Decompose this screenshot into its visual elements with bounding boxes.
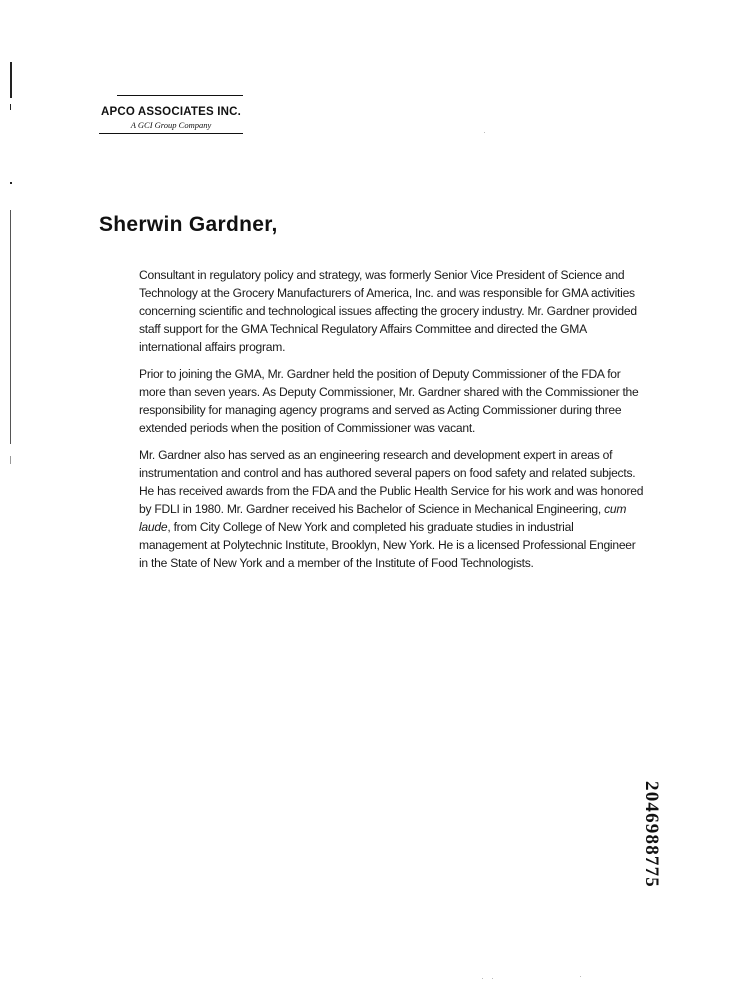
scan-artifact — [10, 210, 11, 444]
scan-artifact — [10, 182, 12, 184]
letterhead-top-rule — [117, 95, 243, 96]
scan-artifact — [10, 62, 12, 98]
bio-paragraph — [139, 446, 644, 572]
scan-artifact — [10, 104, 11, 110]
scan-speck — [492, 978, 493, 979]
bio-text: , from City College of New York and completed his graduate studies in industrial management at Polytechnic Institute, Brooklyn, New York. He is a licensed Professional Engineer in the State of New York and a member of the Institute of Food Technologists. — [139, 520, 636, 570]
scan-artifact — [10, 456, 11, 464]
bio-text: Mr. Gardner also has served as an engineering research and development expert in areas of instrumentation and control and has authored several papers on food safety and related subjects. He has received awards from the FDA and the Public Health Service for his work and was honored by FDLI in 1980. Mr. Gardner received his Bachelor of Science in Mechanical Engineering, — [139, 448, 644, 516]
scan-speck — [580, 976, 581, 977]
scan-speck — [482, 978, 483, 979]
company-tagline: A GCI Group Company — [130, 120, 212, 130]
scan-speck — [484, 132, 485, 133]
bio-italic-text: cum laude — [139, 502, 627, 534]
bio-paragraph: Prior to joining the GMA, Mr. Gardner held the position of Deputy Commissioner of the FDA for more than seven years. As Deputy Commissioner, Mr. Gardner shared with the Commissioner the responsibility for managing agency programs and served as Acting Commissioner during three extended periods when the position of Commissioner was vacant. — [139, 367, 639, 435]
bio-paragraph: Consultant in regulatory policy and strategy, was formerly Senior Vice President of Science and Technology at the Grocery Manufacturers of America, Inc. and was responsible for GMA activities concerning scientific and technological issues affecting the grocery industry. Mr. Gardner provided staff support for the GMA Technical Regulatory Affairs Committee and directed the GMA international affairs program. — [139, 268, 637, 354]
page-title: Sherwin Gardner, — [99, 213, 278, 236]
letterhead — [99, 95, 243, 134]
biography — [139, 266, 644, 581]
company-name: APCO ASSOCIATES INC. — [100, 106, 242, 118]
letterhead-bottom-rule — [99, 133, 243, 134]
document-id-stamp — [641, 781, 677, 911]
document-id: 2046988775 — [641, 781, 662, 888]
